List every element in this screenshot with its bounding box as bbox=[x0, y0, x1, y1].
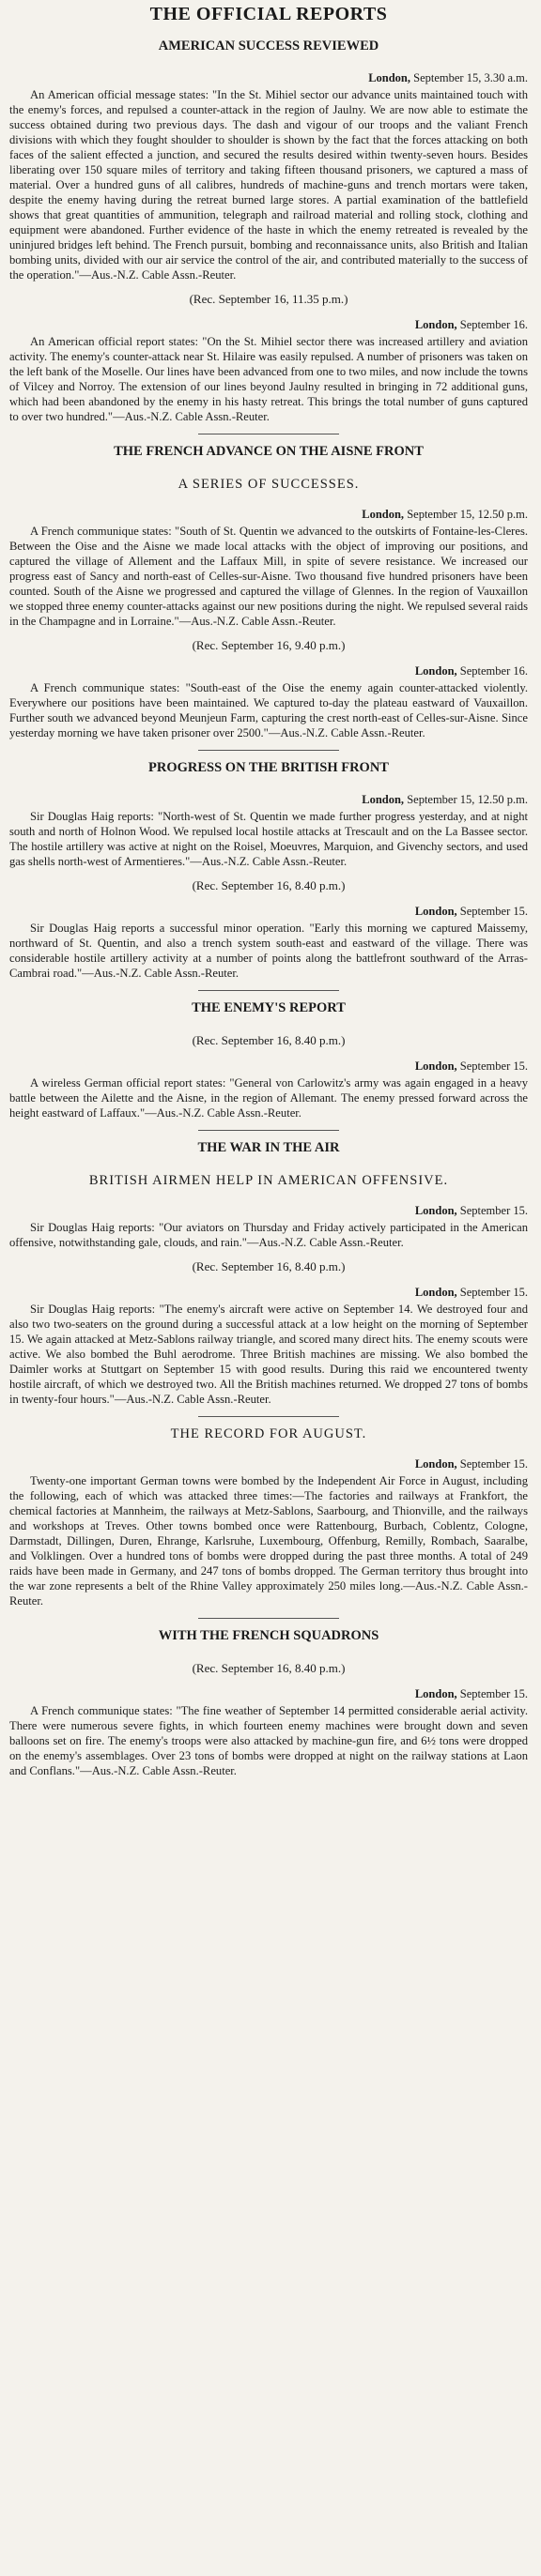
section-divider bbox=[198, 1130, 339, 1131]
dateline-place: London, bbox=[414, 1286, 457, 1299]
dateline bbox=[9, 508, 528, 522]
received-note: (Rec. September 16, 8.40 p.m.) bbox=[192, 1033, 346, 1047]
dateline-date: September 16. bbox=[459, 318, 528, 331]
dispatch bbox=[9, 71, 528, 282]
dateline-place: London, bbox=[414, 905, 457, 918]
dispatch bbox=[9, 638, 528, 740]
dispatch bbox=[9, 1033, 528, 1120]
dispatch-text: Sir Douglas Haig reports a successful minor operation. "Early this morning we captured Maissemy, northward of St. Quentin, and also a trench system south-east and eastward of the village. There was considerable hostile artillery activity at a number of points along the battlefront southward of the Arras-Cambrai road."—Aus.-N.Z. Cable Assn.-Reuter. bbox=[9, 922, 528, 980]
dispatch-text: Sir Douglas Haig reports: "Our aviators on Thursday and Friday actively participated in the American offensive, notwithstanding gale, clouds, and rain."—Aus.-N.Z. Cable Assn.-Reuter. bbox=[9, 1221, 528, 1249]
section-heading: WITH THE FRENCH SQUADRONS bbox=[158, 1628, 379, 1643]
report-section bbox=[9, 1618, 528, 1778]
dateline-place: London, bbox=[414, 664, 457, 678]
section-heading: THE FRENCH ADVANCE ON THE AISNE FRONT bbox=[114, 444, 424, 459]
dispatch bbox=[9, 1661, 528, 1778]
dispatch-text: Twenty-one important German towns were bombed by the Independent Air Force in August, including the following, each of which was attacked three times:—The factories and railways at Frankfort, the chemical factories at Mannheim, the railways at Metz-Sablons, Saarbourg, and Thionville, and the railways and workshops at Treves. Other towns bombed once were Rattenbourg, Burbach, Coblentz, Cologne, Darmstadt, Dillingen, Duren, Ehrange, Karlsruhe, Luxembourg, Offenburg, Remilly, Rombach, Saaralbe, and Volklingen. Over a hundred tons of bombs were dropped during the past three months. A total of 249 raids have been made in Germany, and 247 tons of bombs dropped. The German territory thus brought into the war zone represents a belt of the Rhine Valley approximately 250 miles long.—Aus.-N.Z. Cable Assn.-Reuter. bbox=[9, 1474, 528, 1608]
section-heading: AMERICAN SUCCESS REVIEWED bbox=[158, 38, 379, 53]
dispatch bbox=[9, 1204, 528, 1250]
dateline-place: London, bbox=[414, 318, 457, 331]
dateline-date: September 15. bbox=[459, 1204, 528, 1217]
dispatch-text: Sir Douglas Haig reports: "The enemy's aircraft were active on September 14. We destroyed four and also two two-seaters on the ground during a successful attack at a low height on the morning of September 15. We again attacked at Metz-Sablons railway triangle, and scored many direct hits. The enemy scouts were active. We also bombed the Buhl aerodrome. Three British machines are missing. We also bombed the Daimler works at Stuttgart on September 15 with good results. During this raid we encountered twenty hostile aircraft, of which we destroyed two. All the British machines returned. We dropped 27 tons of bombs in twenty-four hours."—Aus.-N.Z. Cable Assn.-Reuter. bbox=[9, 1303, 528, 1406]
page-title: THE OFFICIAL REPORTS bbox=[149, 4, 388, 24]
dateline-place: London, bbox=[362, 508, 405, 521]
received-note: (Rec. September 16, 9.40 p.m.) bbox=[192, 638, 346, 652]
dateline bbox=[9, 1204, 528, 1218]
dateline-place: London, bbox=[362, 793, 405, 806]
dateline bbox=[9, 71, 528, 85]
section-subheading: A SERIES OF SUCCESSES. bbox=[178, 477, 360, 492]
section-subheading: BRITISH AIRMEN HELP IN AMERICAN OFFENSIVE. bbox=[88, 1173, 449, 1188]
dispatch bbox=[9, 292, 528, 424]
dateline bbox=[9, 1457, 528, 1471]
report-section bbox=[9, 990, 528, 1120]
dateline bbox=[9, 318, 528, 332]
dateline bbox=[9, 664, 528, 678]
dispatch-text: A wireless German official report states: "General von Carlowitz's army was again engaged in a heavy battle between the Ailette and the Aisne, in the region of Allemant. The enemy pressed forward across the height eastward of Laffaux."—Aus.-N.Z. Cable Assn.-Reuter. bbox=[9, 1076, 528, 1120]
dateline-date: September 15. bbox=[459, 1286, 528, 1299]
dateline-date: September 15. bbox=[459, 1059, 528, 1073]
dispatch-text: Sir Douglas Haig reports: "North-west of St. Quentin we made further progress yesterday, and at night south and north of Holnon Wood. We repulsed local hostile attacks at Trescault and on the La Bassee sector. The hostile artillery was active at night on the Roisel, Moeuvres, Marquion, and Givenchy sectors, and used gas shells north-west of Armentieres."—Aus.-N.Z. Cable Assn.-Reuter. bbox=[9, 810, 528, 868]
dateline-date: September 15, 12.50 p.m. bbox=[407, 793, 528, 806]
received-note: (Rec. September 16, 11.35 p.m.) bbox=[189, 292, 348, 306]
dateline-place: London, bbox=[414, 1059, 457, 1073]
section-divider bbox=[198, 990, 339, 991]
dispatch-text: An American official message states: "In the St. Mihiel sector our advance units maintained touch with the enemy's forces, and repulsed a counter-attack in the region of Jaulny. We are now able to estimate the success obtained during two previous days. The dash and vigour of our troops and the valiant French divisions with which they fought shoulder to shoulder is shown by the fact that the forces attacking on both faces of the salient effected a junction, and secured the results desired within twenty-seven hours. Besides liberating over 150 square miles of territory and taking fifteen thousand prisoners, we captured a mass of material. Over a hundred guns of all calibres, hundreds of machine-guns and trench mortars were taken, despite the enemy having during the retreat burned large stores. A partial examination of the battlefield shows that great quantities of ammunition, telegraph and railroad material and rolling stock, clothing and equipment were abandoned. Further evidence of the haste in which the enemy retreated is revealed by the uninjured bridges left behind. The French pursuit, bombing and reconnaissance units, also British and Italian bombing units, divided with our air service the control of the air, and contributed materially to the success of the operation."—Aus.-N.Z. Cable Assn.-Reuter. bbox=[9, 88, 528, 282]
report-section bbox=[9, 750, 528, 981]
report-section bbox=[9, 434, 528, 740]
dateline-date: September 15. bbox=[459, 905, 528, 918]
received-note: (Rec. September 16, 8.40 p.m.) bbox=[192, 878, 346, 892]
received-note: (Rec. September 16, 8.40 p.m.) bbox=[192, 1661, 346, 1675]
report-section bbox=[9, 1130, 528, 1407]
dateline bbox=[9, 1286, 528, 1300]
section-heading: PROGRESS ON THE BRITISH FRONT bbox=[148, 760, 389, 775]
section-subheading: THE RECORD FOR AUGUST. bbox=[170, 1426, 367, 1441]
dateline-date: September 15. bbox=[459, 1687, 528, 1700]
report-section bbox=[9, 1416, 528, 1608]
dateline bbox=[9, 793, 528, 807]
dispatch bbox=[9, 793, 528, 869]
dateline-place: London, bbox=[414, 1457, 457, 1471]
dispatch-text: An American official report states: "On the St. Mihiel sector there was increased artillery and aviation activity. The enemy's counter-attack near St. Hilaire was easily repulsed. A number of prisoners was taken on the left bank of the Moselle. Our lines have been advanced from one to two miles, and now include the towns of Vilcey and Norroy. The extension of our lines beyond Jaulny resulted in bringing in 72 additional guns, which had been abandoned by the enemy in his hasty retreat. This brings the total number of guns captured to over two hundred."—Aus.-N.Z. Cable Assn.-Reuter. bbox=[9, 335, 528, 423]
dateline-date: September 15. bbox=[459, 1457, 528, 1471]
dateline bbox=[9, 1059, 528, 1074]
dispatch bbox=[9, 508, 528, 629]
dateline-date: September 16. bbox=[459, 664, 528, 678]
dateline bbox=[9, 905, 528, 919]
dispatch-text: A French communique states: "The fine weather of September 14 permitted considerable aerial activity. There were numerous severe fights, in which fourteen enemy machines were brought down and seven balloons set on fire. The enemy's troops were also attacked by machine-gun fire, and 6½ tons were dropped on the enemy's assemblages. Over 23 tons of bombs were dropped at night on the railway stations at Laon and Conflans."—Aus.-N.Z. Cable Assn.-Reuter. bbox=[9, 1704, 528, 1777]
dateline-date: September 15, 12.50 p.m. bbox=[407, 508, 528, 521]
dateline-date: September 15, 3.30 a.m. bbox=[413, 71, 528, 84]
dispatch bbox=[9, 878, 528, 981]
section-divider bbox=[198, 750, 339, 751]
dateline-place: London, bbox=[414, 1204, 457, 1217]
dateline-place: London, bbox=[368, 71, 411, 84]
received-note: (Rec. September 16, 8.40 p.m.) bbox=[192, 1259, 346, 1273]
dateline bbox=[9, 1687, 528, 1701]
dispatch bbox=[9, 1457, 528, 1608]
section-divider bbox=[198, 1618, 339, 1619]
dateline-place: London, bbox=[414, 1687, 457, 1700]
section-divider bbox=[198, 1416, 339, 1417]
dispatch bbox=[9, 1259, 528, 1407]
dispatch-text: A French communique states: "South of St. Quentin we advanced to the outskirts of Fontaine-les-Cleres. Between the Oise and the Aisne we made local attacks with the object of improving our positions, and captured the village of Allement and the Laffaux Mill, in spite of severe resistance. We increased our progress east of Sancy and north-east of Celles-sur-Aisne. Two thousand five hundred prisoners have been counted. South of the Aisne we progressed and captured the village of Glennes. In the region of Vauxaillon we stopped three enemy counter-attacks against our new positions during the night. We repulsed several raids in the Champagne and in Lorraine."—Aus.-N.Z. Cable Assn.-Reuter. bbox=[9, 525, 528, 628]
section-heading: THE ENEMY'S REPORT bbox=[192, 1000, 346, 1015]
report-section bbox=[9, 38, 528, 424]
section-heading: THE WAR IN THE AIR bbox=[197, 1140, 340, 1155]
reports-column bbox=[9, 38, 528, 1778]
dispatch-text: A French communique states: "South-east of the Oise the enemy again counter-attacked violently. Everywhere our positions have been maintained. We captured to-day the plateau eastward of Vauxaillon. Further south we advanced beyond Meunjeun Farm, capturing the crest north-east of Celles-sur-Aisne. Since yesterday morning we have taken prisoner over 2500."—Aus.-N.Z. Cable Assn.-Reuter. bbox=[9, 681, 528, 739]
